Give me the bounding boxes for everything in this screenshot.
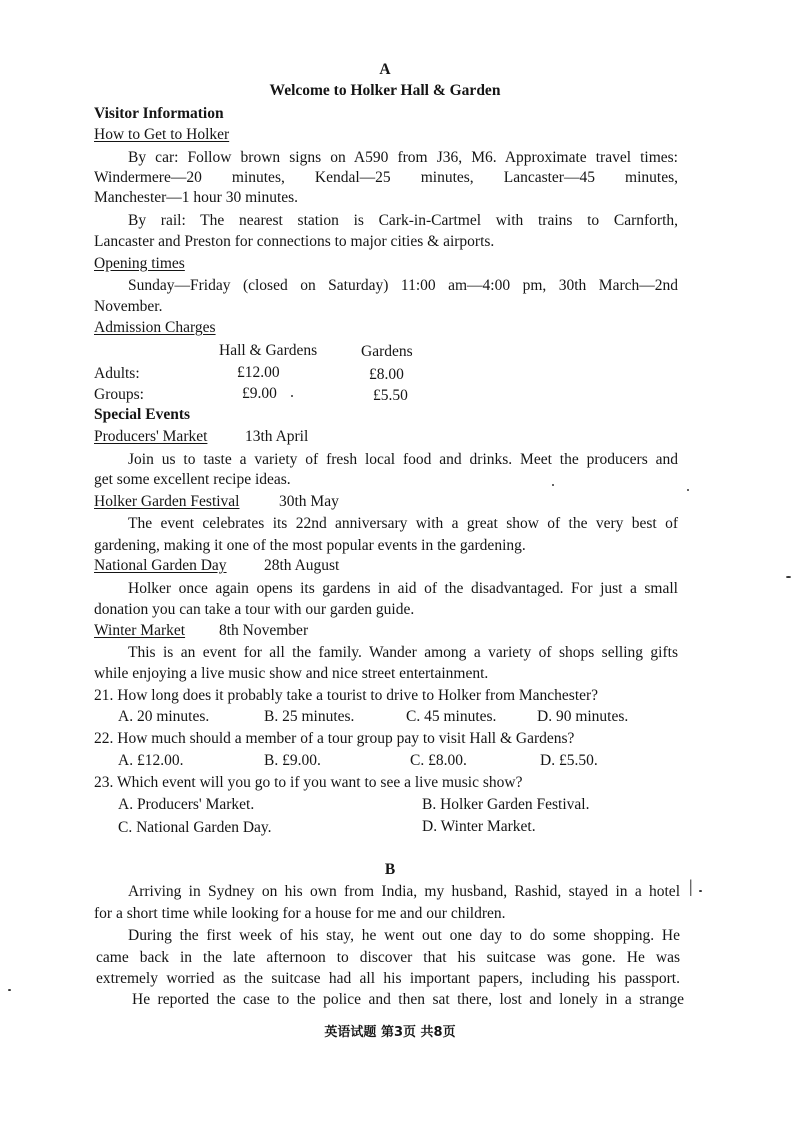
event-date: 28th August — [264, 557, 340, 574]
event-date: 30th May — [279, 493, 339, 510]
question-option: C. £8.00. — [410, 752, 467, 769]
special-events-heading: Special Events — [94, 406, 191, 423]
event-text: This is an event for all the family. Wander among a variety of shops selling gifts — [128, 644, 678, 661]
event-text: gardening, making it one of the most popular events in the gardening. — [94, 537, 526, 554]
event-date: 8th November — [219, 622, 309, 639]
question-option: C. National Garden Day. — [118, 819, 272, 836]
charges-cell: £5.50 — [373, 387, 408, 404]
passage-line: He reported the case to the police and then sat there, lost and lonely in a strange — [132, 991, 684, 1008]
event-name: National Garden Day — [94, 557, 227, 574]
passage-line: for a short time while looking for a house for me and our children. — [94, 905, 506, 922]
car-line-3: Manchester—1 hour 30 minutes. — [94, 189, 299, 206]
opening-times-heading: Opening times — [94, 255, 185, 272]
question-option: A. Producers' Market. — [118, 796, 255, 813]
question-option: D. £5.50. — [540, 752, 598, 769]
rail-line-1: By rail: The nearest station is Cark-in-Cartmel with trains to Carnforth, — [128, 212, 678, 229]
opening-line-2: November. — [94, 298, 163, 315]
scan-speck — [8, 989, 11, 991]
question-option: D. Winter Market. — [422, 818, 536, 835]
question-option: C. 45 minutes. — [406, 708, 497, 725]
charges-col-hall: Hall & Gardens — [219, 342, 318, 359]
car-line-2 — [94, 168, 678, 188]
event-text: donation you can take a tour with our garden guide. — [94, 601, 415, 618]
passage-line: came back in the late afternoon to discover that his suitcase was gone. He was — [96, 949, 680, 966]
car-time-word: Lancaster—45 — [503, 169, 595, 186]
car-time-word: minutes, — [625, 169, 678, 186]
question-option: B. 25 minutes. — [264, 708, 355, 725]
charges-col-gardens: Gardens — [361, 343, 413, 360]
event-text: Holker once again opens its gardens in aid of the disadvantaged. For just a small — [128, 580, 678, 597]
question-option: A. 20 minutes. — [118, 708, 210, 725]
scan-speck — [786, 576, 791, 578]
passage-line: extremely worried as the suitcase had all his important papers, including his passport. — [96, 970, 680, 987]
scan-mark: | — [689, 876, 693, 896]
scan-speck — [291, 395, 293, 397]
question-stem: 22. How much should a member of a tour group pay to visit Hall & Gardens? — [94, 730, 575, 747]
page-footer: 英语试题 第3页 共8页 — [324, 1025, 456, 1040]
charges-row-label: Groups: — [94, 386, 144, 403]
passage-line: During the first week of his stay, he went out one day to do some shopping. He — [128, 927, 680, 944]
scan-speck — [552, 484, 554, 486]
car-time-word: Kendal—25 — [314, 169, 391, 186]
car-time-word: Windermere—20 — [94, 169, 202, 186]
how-to-get-heading: How to Get to Holker — [94, 126, 230, 143]
event-name: Holker Garden Festival — [94, 493, 240, 510]
event-name: Winter Market — [94, 622, 186, 639]
charges-cell: £8.00 — [369, 366, 404, 383]
charges-cell: £9.00 — [242, 385, 277, 402]
charges-cell: £12.00 — [237, 364, 280, 381]
question-stem: 23. Which event will you go to if you want to see a live music show? — [94, 774, 523, 791]
visitor-info-heading: Visitor Information — [94, 105, 224, 122]
question-option: A. £12.00. — [118, 752, 184, 769]
event-text: The event celebrates its 22nd anniversary with a great show of the very best of — [128, 515, 678, 532]
charges-row-label: Adults: — [94, 365, 140, 382]
scan-speck — [699, 890, 702, 892]
question-stem: 21. How long does it probably take a tourist to drive to Holker from Manchester? — [94, 687, 599, 704]
car-time-word: minutes, — [420, 169, 474, 186]
car-line-1: By car: Follow brown signs on A590 from J36, M6. Approximate travel times: — [128, 149, 678, 166]
section-a-label: A — [379, 61, 391, 78]
admission-heading: Admission Charges — [94, 319, 216, 336]
event-text: while enjoying a live music show and nice street entertainment. — [94, 665, 489, 682]
section-b-label: B — [384, 861, 396, 878]
section-a-title: Welcome to Holker Hall & Garden — [269, 82, 501, 99]
question-option: B. £9.00. — [264, 752, 321, 769]
event-text: get some excellent recipe ideas. — [94, 471, 291, 488]
rail-line-2: Lancaster and Preston for connections to major cities & airports. — [94, 233, 495, 250]
question-option: B. Holker Garden Festival. — [422, 796, 590, 813]
opening-line-1: Sunday—Friday (closed on Saturday) 11:00 am—4:00 pm, 30th March—2nd — [128, 277, 678, 294]
passage-line: Arriving in Sydney on his own from India, my husband, Rashid, stayed in a hotel — [128, 883, 680, 900]
question-option: D. 90 minutes. — [537, 708, 629, 725]
event-name: Producers' Market — [94, 428, 208, 445]
event-text: Join us to taste a variety of fresh local food and drinks. Meet the producers and — [128, 451, 678, 468]
scan-speck — [687, 489, 689, 491]
car-time-word: minutes, — [231, 169, 285, 186]
event-date: 13th April — [245, 428, 309, 445]
